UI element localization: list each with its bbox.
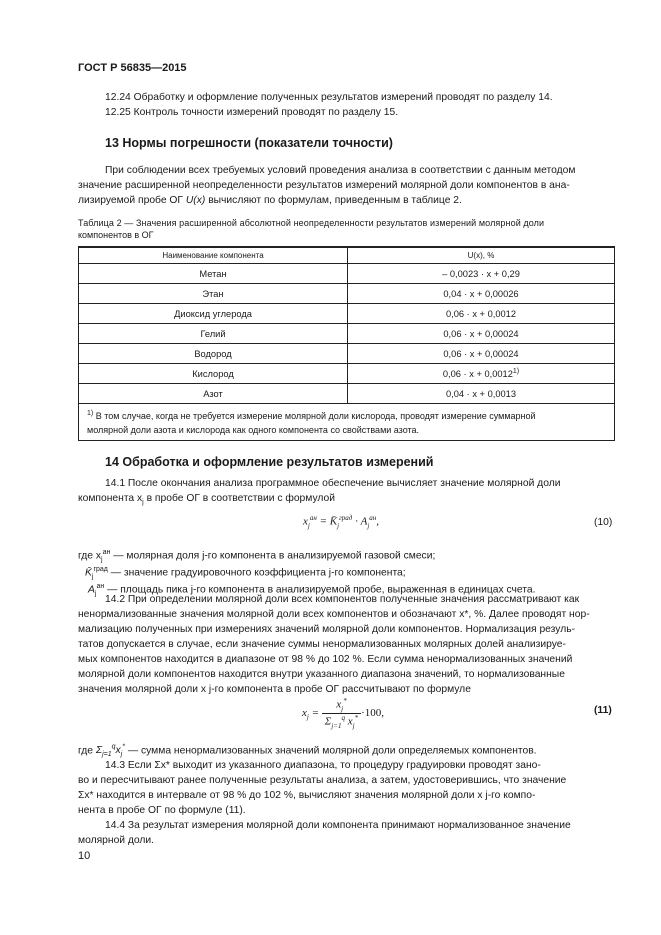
- footnote-text-1: В том случае, когда не требуется измерение молярной доли кислорода, проводят измерение суммарной: [93, 411, 536, 421]
- cell-component: Кислород: [79, 364, 348, 384]
- paragraph-line: 14.3 Если Σx* выходит из указанного диапазона, то процедуру градуировки проводят зано-: [105, 760, 541, 771]
- paragraph-14-1-line2: [78, 491, 335, 510]
- paragraph-14-4: [78, 818, 615, 848]
- cell-formula: 0,06 · x + 0,0012: [348, 304, 615, 324]
- paragraph-12-25: 12.25 Контроль точности измерений проводят по разделу 15.: [105, 107, 399, 118]
- paragraph-12-24: 12.24 Обработку и оформление полученных результатов измерений проводят по разделу 14.: [105, 92, 553, 103]
- paragraph-line: во и пересчитывают ранее полученные результаты анализа, а затем, удостоверившись, что значение: [78, 775, 567, 786]
- text-run: — значение градуировочного коэффициента j-го компонента;: [107, 567, 406, 579]
- table-row: [79, 364, 615, 384]
- table-2-caption-line1: Таблица 2 — Значения расширенной абсолютной неопределенности результатов измерений молярной доли: [78, 218, 545, 228]
- table-footnote: [79, 404, 615, 441]
- column-header-component: Наименование компонента: [79, 247, 348, 264]
- cell-component: Метан: [79, 264, 348, 284]
- paragraph-line: значения молярной доли x j-го компонента в пробе ОГ рассчитывают по формуле: [78, 684, 471, 695]
- numerator: $x_j^*$: [322, 697, 361, 714]
- paragraph-14-3: [78, 758, 615, 818]
- cell-formula: – 0,0023 · x + 0,29: [348, 264, 615, 284]
- text-run: — сумма ненормализованных значений молярной доли определяемых компонентов.: [124, 745, 537, 757]
- index-j: j: [142, 499, 144, 507]
- paragraph-line: мых компонентов находится в диапазоне от 98 % до 102 %. Если сумма ненормализованных значений: [78, 654, 573, 665]
- table-2-caption-line2: компонентов в ОГ: [78, 230, 154, 240]
- superscript-grad: град: [93, 566, 108, 573]
- paragraph-line: Σx* находится в интервале от 98 % до 102 %, вычисляют значения молярной доли x j-го компо-: [78, 790, 536, 801]
- cell-component: Этан: [79, 284, 348, 304]
- cell-formula: [348, 364, 615, 384]
- paragraph-line: нента в пробе ОГ по формуле (11).: [78, 805, 246, 816]
- sum-symbol: $\Sigma_{j=1}^qx_j^*$: [95, 744, 125, 759]
- cell-formula: 0,06 · x + 0,00024: [348, 324, 615, 344]
- section-13-body-line1: При соблюдении всех требуемых условий проведения анализа в соответствии с данным методом: [105, 165, 576, 176]
- formula-10: $x_j^{ан}$ = $K̄_j^{град} \cdot A_j^{ан}$,: [303, 514, 379, 530]
- cell-formula: 0,04 · x + 0,00026: [348, 284, 615, 304]
- table-row: [79, 304, 615, 324]
- formula-10-number: (10): [594, 517, 613, 528]
- footnote-mark: 1): [87, 410, 94, 417]
- footnote-ref: 1): [512, 367, 520, 375]
- cell-formula: 0,06 · x + 0,00024: [348, 344, 615, 364]
- paragraph-14-2: [78, 592, 615, 697]
- text-run: компонента x: [78, 493, 143, 504]
- paragraph-14-1-line1: 14.1 После окончания анализа программное обеспечение вычисляет значение молярной доли: [105, 478, 561, 489]
- cell-component: Азот: [79, 384, 348, 404]
- text-run: где x: [78, 550, 102, 562]
- footnote-text-2: молярной доли азота и кислорода как одного компонента со свойствами азота.: [87, 425, 420, 435]
- cell-component: Гелий: [79, 324, 348, 344]
- section-13-body-line3: [78, 193, 462, 208]
- formula-11-number: (11): [594, 705, 612, 716]
- table-row: [79, 344, 615, 364]
- section-13-body-line2: значение расширенной неопределенности результатов измерений молярной доли компонентов в ана-: [78, 180, 570, 191]
- paragraph-line: татов допускается в случае, если значение суммы ненормализованных молярных долей анализируе-: [78, 639, 566, 650]
- table-2: [78, 246, 615, 441]
- table-row: [79, 384, 615, 404]
- text-run: вычисляют по формулам, приведенным в таблице 2.: [205, 195, 462, 206]
- superscript-an: ан: [102, 549, 111, 556]
- text-run: — молярная доля j-го компонента в анализируемой газовой смеси;: [110, 550, 436, 562]
- paragraph-line: мализацию полученных при измерениях значений молярной доли компонентов. Нормализация резуль-: [78, 624, 576, 635]
- page-number: 10: [78, 850, 91, 862]
- table-row: [79, 324, 615, 344]
- superscript-an: ан: [96, 583, 105, 590]
- text-run: в пробе ОГ в соответствии с формулой: [143, 493, 336, 504]
- cell-formula: 0,04 · x + 0,0013: [348, 384, 615, 404]
- symbol-a: A: [88, 584, 95, 596]
- formula-text: 0,06 · x + 0,0012: [442, 369, 513, 380]
- index-j: j: [94, 590, 97, 598]
- section-14-title: 14 Обработка и оформление результатов измерений: [105, 455, 434, 469]
- symbol-k: K̄: [85, 567, 92, 579]
- paragraph-line: молярной доли компонентов находится внутри указанного диапазона значений, то нормализованные: [78, 669, 565, 680]
- paragraph-line: 14.2 При определении молярной доли всех компонентов полученные значения рассматривают как: [105, 594, 580, 605]
- symbol-ux: U(x): [185, 195, 206, 206]
- table-row: [79, 264, 615, 284]
- table-header-row: [79, 247, 615, 264]
- column-header-uncertainty: U(x), %: [348, 247, 615, 264]
- denominator: $\Sigma_{j=1}^q$ $x_j^*$: [324, 713, 359, 730]
- paragraph-line: 14.4 За результат измерения молярной доли компонента принимают нормализованное значение: [105, 820, 571, 831]
- text-run: лизируемой пробе ОГ: [78, 195, 186, 206]
- text-run: — площадь пика j-го компонента в анализируемой пробе, выраженная в единицах счета.: [104, 584, 536, 596]
- table-footnote-row: [79, 404, 615, 441]
- index-j: j: [91, 573, 94, 581]
- paragraph-line: ненормализованные значения молярной доли всех компонентов и обозначают x*, %. Далее проводят нор-: [78, 609, 590, 620]
- fraction: [322, 697, 361, 730]
- index-j: j: [101, 556, 103, 564]
- cell-component: Водород: [79, 344, 348, 364]
- table-row: [79, 284, 615, 304]
- formula-tail: ·100,: [361, 706, 385, 719]
- paragraph-line: молярной доли.: [78, 835, 155, 846]
- section-13-title: 13 Нормы погрешности (показатели точности): [105, 136, 393, 150]
- text-run: где: [78, 745, 96, 757]
- cell-component: Диоксид углерода: [79, 304, 348, 324]
- formula-11: $x_j$ = $\frac{x_j^*}{\Sigma_{j=1}^q x_j^*}$ ·100,: [302, 697, 385, 730]
- document-header: ГОСТ Р 56835—2015: [78, 62, 187, 74]
